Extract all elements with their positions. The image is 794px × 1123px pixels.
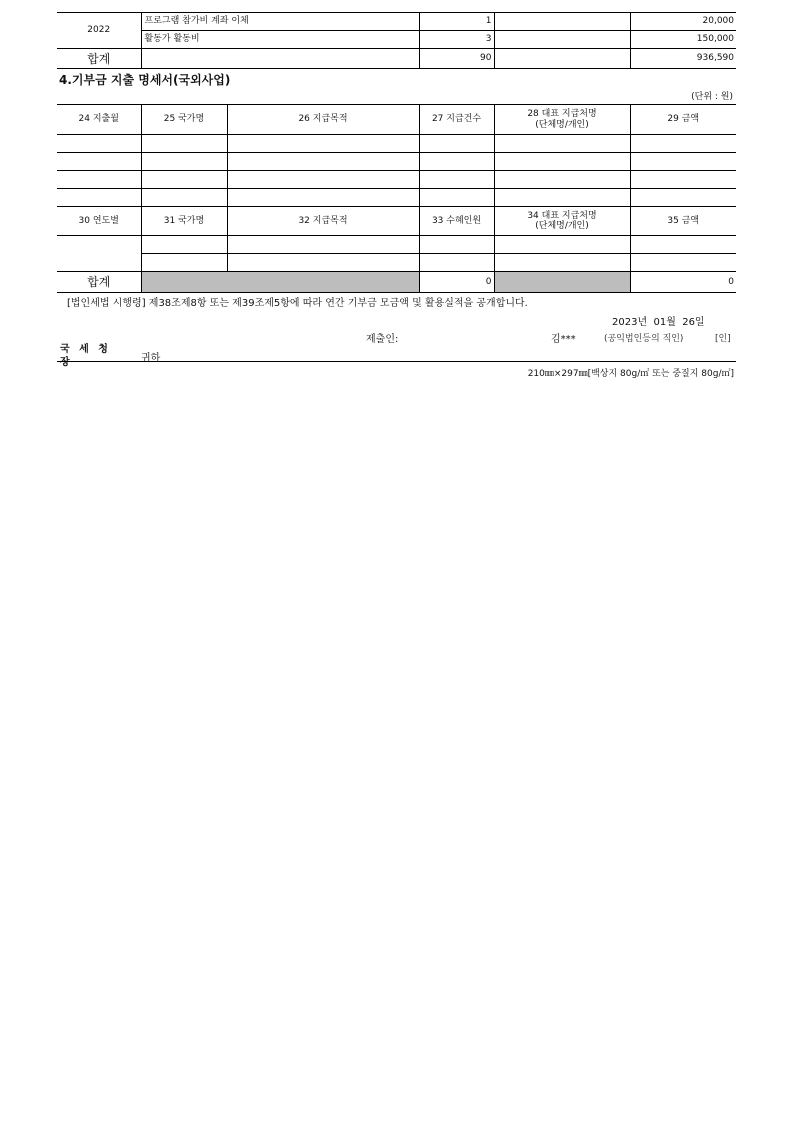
donation-usage-table [57,12,736,69]
purpose-cell: 프로그램 참가비 계좌 이체 [141,13,419,31]
empty-cell [494,31,630,49]
header-cell: 24 지출월 [57,105,141,135]
empty-cell [494,153,630,171]
header-cell: 32 지급목적 [227,207,419,236]
empty-cell [419,254,494,272]
total-label: 합계 [57,272,141,293]
empty-cell [227,254,419,272]
empty-cell [57,153,141,171]
total-count: 90 [419,49,494,69]
legal-statement: [법인세법 시행령] 제38조제8항 또는 제39조제5항에 따라 연간 기부금 모금액 및 활용실적을 공개합니다. [67,298,528,309]
seal-note: (공익법인등의 직인) [604,334,684,344]
empty-cell [494,171,630,189]
empty-cell [141,135,227,153]
empty-cell [141,153,227,171]
empty-cell [57,189,141,207]
shaded-cell [494,272,630,293]
empty-cell [419,189,494,207]
submission-date: 2023년 01월 26일 [612,317,705,328]
empty-cell [227,153,419,171]
empty-cell [141,189,227,207]
shaded-cell [141,272,419,293]
submitter-name: 김*** [551,334,576,345]
empty-cell [494,49,630,69]
count-cell: 3 [419,31,494,49]
empty-cell [630,236,736,254]
empty-cell [419,236,494,254]
header-cell: 31 국가명 [141,207,227,236]
empty-cell [141,49,419,69]
overseas-expenditure-table [57,104,736,293]
seal-mark: [인] [715,334,731,344]
empty-cell [57,135,141,153]
purpose-cell: 활동가 활동비 [141,31,419,49]
year-cell: 2022 [57,13,141,49]
empty-cell [227,135,419,153]
empty-cell [630,153,736,171]
amount-cell: 150,000 [630,31,736,49]
empty-cell [494,135,630,153]
empty-cell [141,171,227,189]
paper-spec: 210㎜×297㎜[백상지 80g/㎡ 또는 중질지 80g/㎡] [527,369,734,379]
total-count: 0 [419,272,494,293]
header-cell: 30 연도별 [57,207,141,236]
empty-cell [227,189,419,207]
empty-cell [419,135,494,153]
recipient: 국 세 청 장 [60,344,111,368]
empty-cell [630,171,736,189]
header-cell: 35 금액 [630,207,736,236]
empty-cell [419,171,494,189]
empty-cell [141,254,227,272]
header-cell: 29 금액 [630,105,736,135]
total-amount: 0 [630,272,736,293]
header-cell: 27 지급건수 [419,105,494,135]
section-title: 4.기부금 지출 명세서(국외사업) [59,73,231,87]
unit-label: (단위 : 원) [691,92,733,102]
empty-cell [141,236,227,254]
empty-cell [227,236,419,254]
total-amount: 936,590 [630,49,736,69]
header-cell: 34 대표 지급처명 (단체명/개인) [494,207,630,236]
header-cell: 33 수혜인원 [419,207,494,236]
honorific: 귀하 [141,353,161,364]
amount-cell: 20,000 [630,13,736,31]
count-cell: 1 [419,13,494,31]
empty-cell [494,254,630,272]
header-cell: 26 지급목적 [227,105,419,135]
empty-cell [494,189,630,207]
submitter-label: 제출인: [366,334,399,345]
empty-cell [630,135,736,153]
empty-cell [494,236,630,254]
total-label: 합계 [57,49,141,69]
empty-cell [57,236,141,272]
empty-cell [494,13,630,31]
empty-cell [630,189,736,207]
empty-cell [227,171,419,189]
header-cell: 25 국가명 [141,105,227,135]
empty-cell [630,254,736,272]
header-cell: 28 대표 지급처명 (단체명/개인) [494,105,630,135]
empty-cell [57,171,141,189]
footer-rule [57,361,736,362]
empty-cell [419,153,494,171]
